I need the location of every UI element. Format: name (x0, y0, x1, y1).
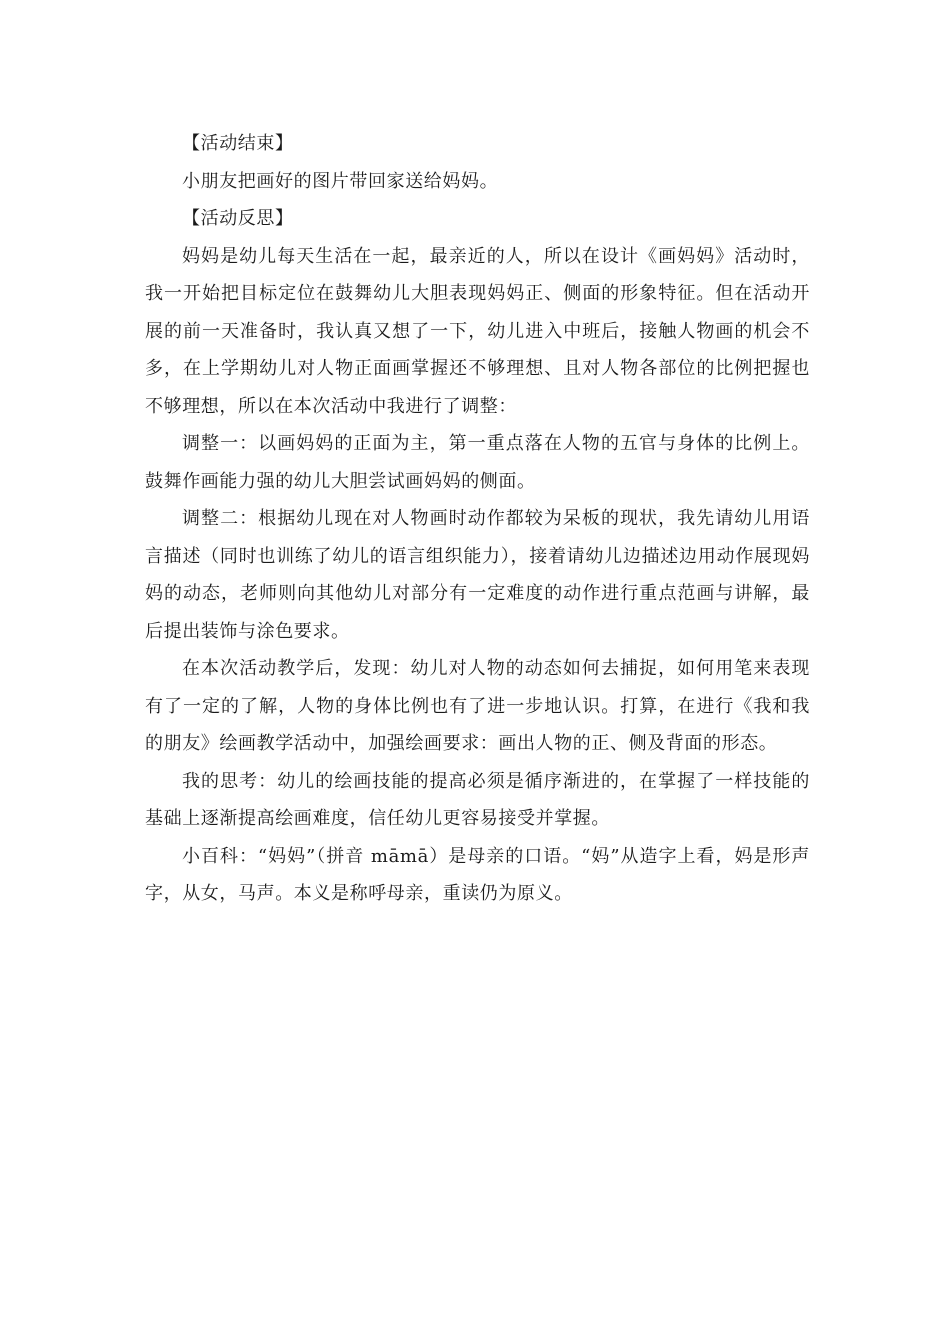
section-heading-activity-reflection: 【活动反思】 (182, 208, 294, 229)
paragraph-after-teaching: 在本次活动教学后，发现：幼儿对人物的动态如何去捕捉，如何用笔来表现有了一定的了解，人物的身体比例也有了进一步地认识。打算，在进行《我和我的朋友》绘画教学活动中，加强绘画要求：画出人物的正、侧及背面的形态。 (145, 658, 810, 754)
paragraph-encyclopedia: 小百科：“妈妈”（拼音 māmā）是母亲的口语。“妈”从造字上看，妈是形声字，从女，马声。本义是称呼母亲，重读仍为原义。 (145, 845, 810, 904)
paragraph-reflection-intro: 妈妈是幼儿每天生活在一起，最亲近的人，所以在设计《画妈妈》活动时，我一开始把目标定位在鼓舞幼儿大胆表现妈妈正、侧面的形象特征。但在活动开展的前一天准备时，我认真又想了一下，幼儿进入中班后，接触人物画的机会不多，在上学期幼儿对人物正面画掌握还不够理想、且对人物各部位的比例把握也不够理想，所以在本次活动中我进行了调整： (145, 245, 810, 417)
paragraph-my-thoughts: 我的思考：幼儿的绘画技能的提高必须是循序渐进的，在掌握了一样技能的基础上逐渐提高绘画难度，信任幼儿更容易接受并掌握。 (145, 770, 810, 829)
document-body (145, 125, 810, 913)
paragraph-activity-end: 小朋友把画好的图片带回家送给妈妈。 (182, 170, 499, 192)
paragraph-adjustment-two: 调整二：根据幼儿现在对人物画时动作都较为呆板的现状，我先请幼儿用语言描述（同时也训练了幼儿的语言组织能力），接着请幼儿边描述边用动作展现妈妈的动态，老师则向其他幼儿对部分有一定难度的动作进行重点范画与讲解，最后提出装饰与涂色要求。 (145, 508, 810, 642)
section-heading-activity-end: 【活动结束】 (182, 133, 294, 154)
paragraph-adjustment-one: 调整一：以画妈妈的正面为主，第一重点落在人物的五官与身体的比例上。鼓舞作画能力强的幼儿大胆尝试画妈妈的侧面。 (145, 433, 810, 492)
